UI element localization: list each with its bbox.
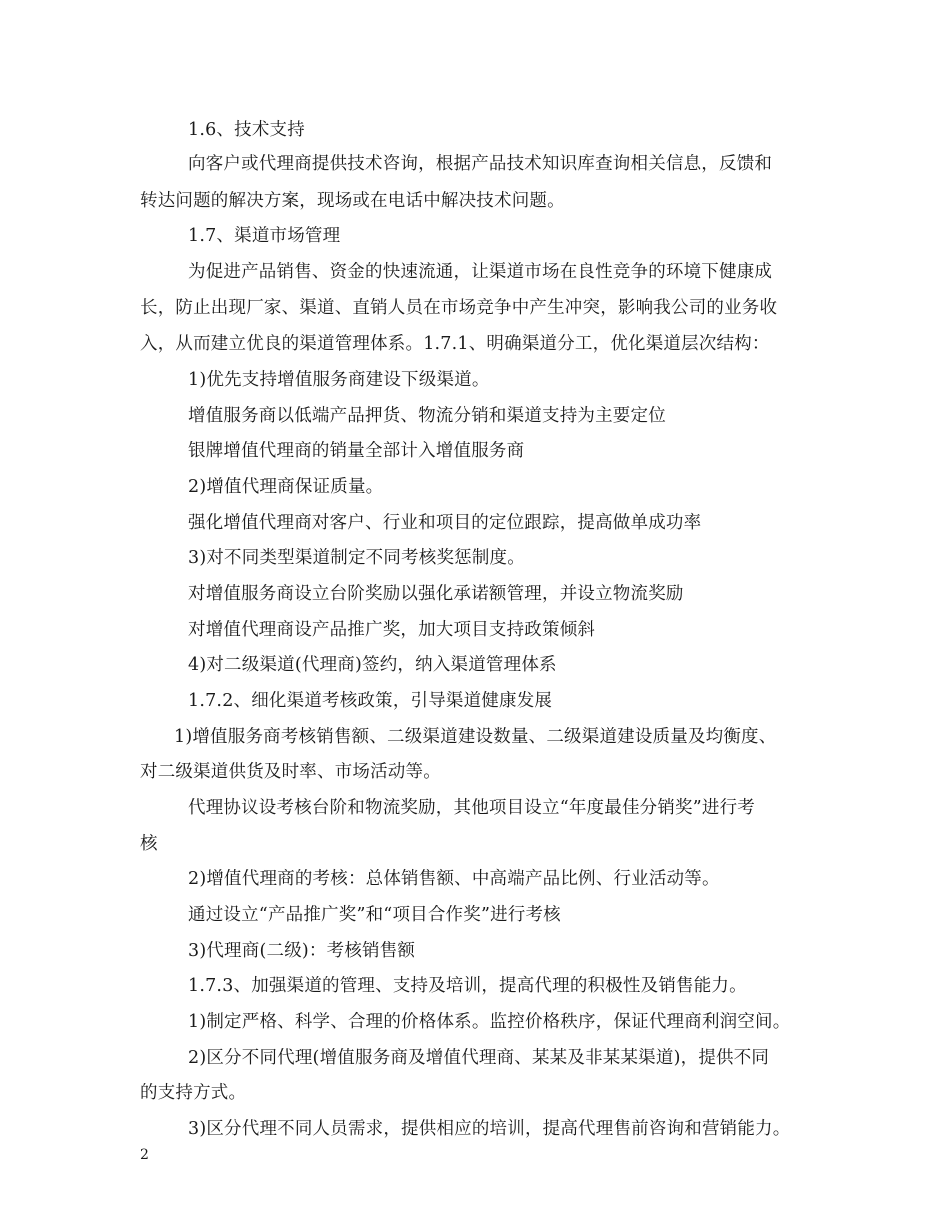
paragraph-line: 为促进产品销售、资金的快速流通，让渠道市场在良性竞争的环境下健康成: [188, 262, 773, 282]
list-item: 2)区分不同代理(增值服务商及增值代理商、某某及非某某渠道)，提供不同: [188, 1048, 770, 1068]
paragraph-line: 向客户或代理商提供技术咨询，根据产品技术知识库查询相关信息，反馈和: [188, 154, 773, 174]
list-item: 2)增值代理商保证质量。: [188, 477, 384, 497]
paragraph-line: 核: [140, 834, 158, 854]
heading-1-7: 1.7、渠道市场管理: [188, 226, 341, 246]
paragraph-line: 长，防止出现厂家、渠道、直销人员在市场竞争中产生冲突，影响我公司的业务收: [140, 298, 778, 318]
paragraph-line: 对增值代理商设产品推广奖，加大项目支持政策倾斜: [188, 620, 596, 640]
paragraph-line: 转达问题的解决方案，现场或在电话中解决技术问题。: [140, 191, 565, 211]
paragraph-line: 对二级渠道供货及时率、市场活动等。: [140, 762, 441, 782]
list-item: 4)对二级渠道(代理商)签约，纳入渠道管理体系: [188, 655, 557, 675]
list-item: 1)增值服务商考核销售额、二级渠道建设数量、二级渠道建设质量及均衡度、: [174, 727, 777, 747]
paragraph-line: 的支持方式。: [140, 1083, 247, 1103]
paragraph-line: 代理协议设考核台阶和物流奖励，其他项目设立“年度最佳分销奖”进行考: [188, 798, 755, 818]
paragraph-line: 银牌增值代理商的销量全部计入增值服务商: [188, 441, 525, 461]
list-item: 3)区分代理不同人员需求，提供相应的培训，提高代理售前咨询和营销能力。: [188, 1119, 791, 1139]
heading-1-6: 1.6、技术支持: [188, 120, 305, 140]
paragraph-line: 对增值服务商设立台阶奖励以强化承诺额管理，并设立物流奖励: [188, 584, 684, 604]
page-number: 2: [140, 1147, 149, 1163]
heading-1-7-2: 1.7.2、细化渠道考核政策，引导渠道健康发展: [188, 691, 553, 711]
paragraph-line: 通过设立“产品推广奖”和“项目合作奖”进行考核: [188, 905, 561, 925]
list-item: 3)对不同类型渠道制定不同考核奖惩制度。: [188, 548, 525, 568]
paragraph-line: 强化增值代理商对客户、行业和项目的定位跟踪，提高做单成功率: [188, 513, 702, 533]
list-item: 1)优先支持增值服务商建设下级渠道。: [188, 370, 490, 390]
list-item: 2)增值代理商的考核：总体销售额、中高端产品比例、行业活动等。: [188, 869, 720, 889]
paragraph-line: 入，从而建立优良的渠道管理体系。1.7.1、明确渠道分工，优化渠道层次结构：: [140, 334, 770, 354]
heading-1-7-3: 1.7.3、加强渠道的管理、支持及培训，提高代理的积极性及销售能力。: [188, 976, 747, 996]
paragraph-line: 增值服务商以低端产品押货、物流分销和渠道支持为主要定位: [188, 406, 666, 426]
list-item: 1)制定严格、科学、合理的价格体系。监控价格秩序，保证代理商利润空间。: [188, 1012, 791, 1032]
list-item: 3)代理商(二级)：考核销售额: [188, 941, 416, 961]
